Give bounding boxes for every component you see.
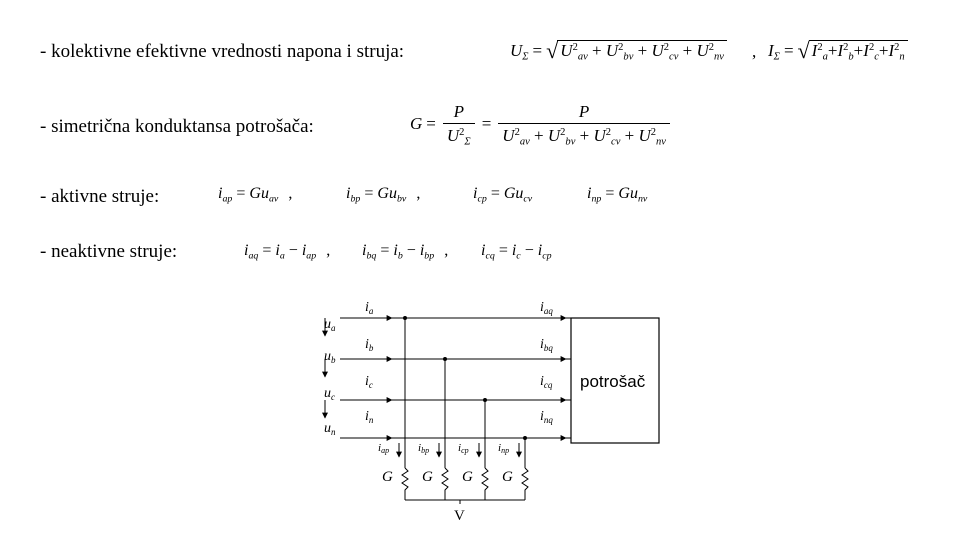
formula-i-sigma: $I_\Sigma$ = √ $I^2_a+I^2_b+I^2_c+I^2_n$ [768, 38, 908, 64]
formula-conductance: G = $\frac{P}{U^2_\Sigma}$ = $\frac{P}{U^2_{av} + U^2_{bv} + U^2_{cv} + U^2_{nv}}$ [410, 102, 673, 148]
formula-u-sigma: $U_\Sigma$ = √ $U^2_{av} + U^2_{bv} + U^2_{cv} + U^2_{nv}$ [510, 38, 727, 64]
formula-active-a: $i_{ap} = Gu_{av}$ , [218, 185, 293, 205]
voltage-label-b: $u_b$ [324, 349, 336, 365]
voltage-label-n: $u_n$ [324, 421, 336, 437]
nonactive-label-n: $i_{nq}$ [540, 409, 553, 425]
conductance-resistor-c [482, 468, 488, 500]
formula-nonactive-b: $i_{bq} = i_b - i_{bp}$ , [362, 242, 449, 262]
star-node-label: V [454, 508, 465, 524]
formula-active-b: $i_{bp} = Gu_{bv}$ , [346, 185, 421, 205]
nonactive-label-b: $i_{bq}$ [540, 337, 553, 353]
current-label-c: $i_c$ [365, 374, 373, 390]
junction-dot-a [403, 316, 407, 320]
active-label-n: inp [498, 442, 510, 455]
voltage-label-a: $u_a$ [324, 317, 336, 333]
consumer-label: potrošač [580, 372, 646, 391]
conductance-resistor-b [442, 468, 448, 500]
active-label-b: ibp [418, 442, 430, 455]
conductance-resistor-n [522, 468, 528, 500]
conductance-label-n: G [502, 469, 513, 485]
formula-nonactive-a: $i_{aq} = i_a - i_{ap}$ , [244, 242, 331, 262]
nonactive-label-c: $i_{cq}$ [540, 374, 553, 390]
nonactive-label-a: $i_{aq}$ [540, 300, 553, 316]
active-label-c: icp [458, 442, 469, 455]
line-symmetric-conductance: - simetrična konduktansa potrošača: [40, 116, 314, 137]
junction-dot-c [483, 398, 487, 402]
formula-comma-1: , [752, 42, 757, 61]
current-label-a: $i_a$ [365, 300, 374, 316]
conductance-resistor-a [402, 468, 408, 500]
active-label-a: iap [378, 442, 390, 455]
formula-nonactive-c: $i_{cq} = i_c - i_{cp}$ [481, 242, 552, 262]
line-collective-values: - kolektivne efektivne vrednosti napona i struja: [40, 41, 405, 62]
conductance-label-b: G [422, 469, 433, 485]
line-active-currents: - aktivne struje: [40, 186, 160, 207]
conductance-label-a: G [382, 469, 393, 485]
line-nonactive-currents: - neaktivne struje: [40, 241, 178, 262]
current-label-b: $i_b$ [365, 337, 374, 353]
formula-active-n: $i_{np} = Gu_{nv}$ [587, 185, 648, 205]
current-label-n: $i_n$ [365, 409, 374, 425]
formula-active-c: $i_{cp} = Gu_{cv}$ [473, 185, 533, 205]
junction-dot-n [523, 436, 527, 440]
voltage-label-c: $u_c$ [324, 386, 335, 402]
junction-dot-b [443, 357, 447, 361]
conductance-label-c: G [462, 469, 473, 485]
